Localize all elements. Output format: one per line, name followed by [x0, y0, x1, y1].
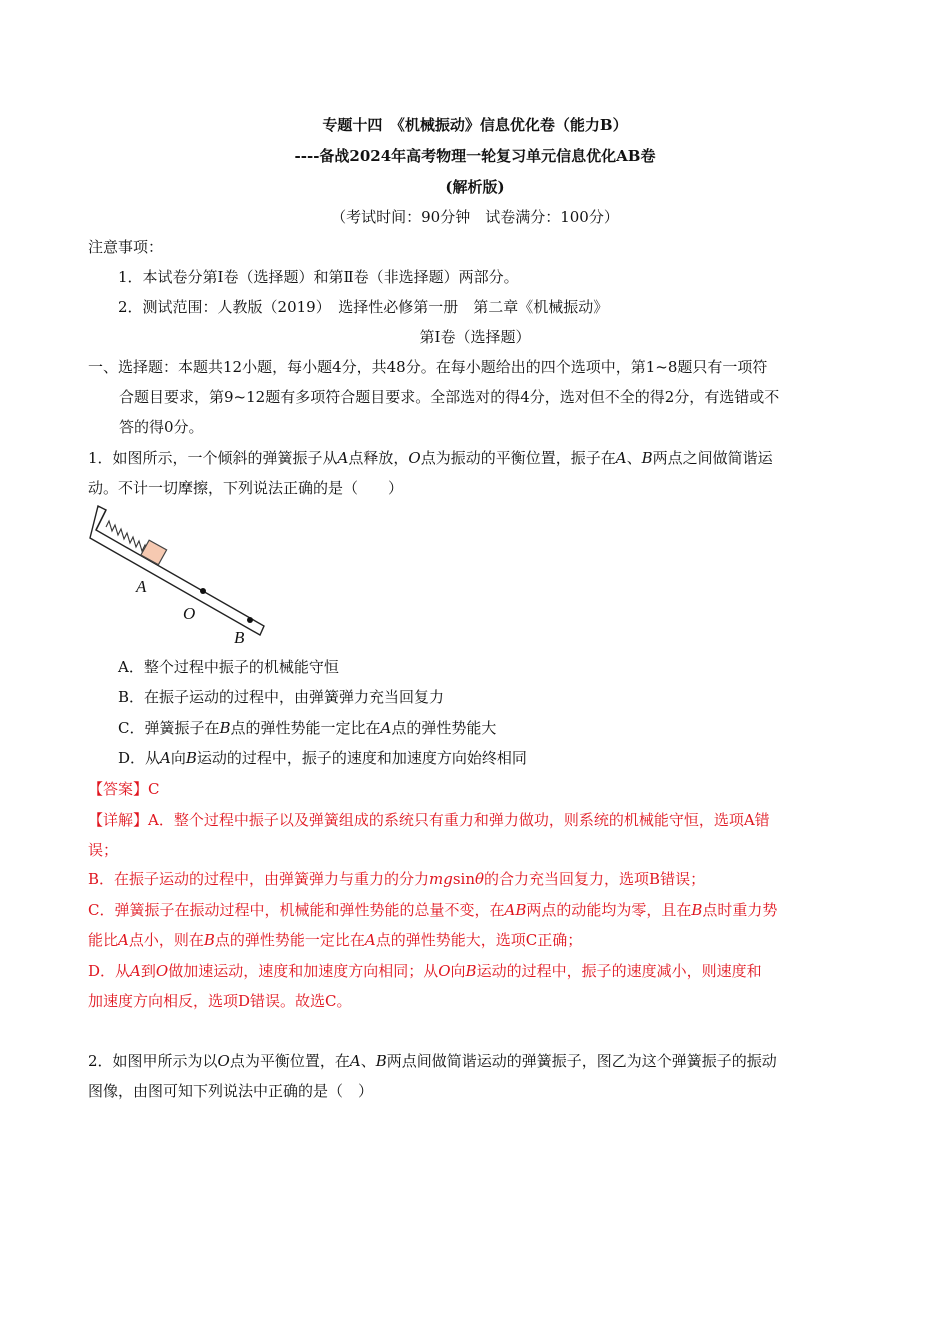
q1-detail-line: 【详解】A．整个过程中振子以及弹簧组成的系统只有重力和弹力做功，则系统的机械能守恒，选项A错: [88, 811, 770, 829]
q1-detail-line: C．弹簧振子在振动过程中，机械能和弹性势能的总量不变，在AB两点的动能均为零，且在B点时重力势: [88, 901, 778, 919]
q2-stem: 2．如图甲所示为以O点为平衡位置，在A、B两点间做简谐运动的弹簧振子，图乙为这个弹簧振子的振动: [88, 1052, 777, 1070]
note-item: 2．测试范围：人教版（2019） 选择性必修第一册 第二章《机械振动》: [118, 298, 609, 316]
note-item: 1．本试卷分第Ⅰ卷（选择题）和第Ⅱ卷（非选择题）两部分。: [118, 268, 519, 286]
incline-board: [90, 506, 264, 635]
q2-stem-line2: 图像，由图可知下列说法中正确的是（ ）: [88, 1082, 374, 1100]
q1-stem: 1．如图所示，一个倾斜的弹簧振子从A点释放，O点为振动的平衡位置，振子在A、B两点之间做简谐运: [88, 449, 773, 467]
point-o: [200, 588, 206, 594]
q1-detail-line: 能比A点小，则在B点的弹性势能一定比在A点的弹性势能大，选项C正确；: [88, 931, 583, 949]
q1-detail-line: 误；: [88, 841, 119, 859]
doc-edition: (解析版): [445, 178, 505, 196]
q1-option-a: A．整个过程中振子的机械能守恒: [118, 658, 339, 676]
label-a: A: [136, 577, 147, 596]
q1-option-b: B．在振子运动的过程中，由弹簧弹力充当回复力: [118, 688, 445, 706]
point-b: [247, 617, 253, 623]
instructions-line: 一、选择题：本题共12小题，每小题4分，共48分。在每小题给出的四个选项中，第1~8题只有一项符: [88, 358, 768, 376]
q1-detail-line: D．从A到O做加速运动，速度和加速度方向相同；从O向B运动的过程中，振子的速度减小，则速度和: [88, 962, 762, 980]
q1-detail-line: 加速度方向相反，选项D错误。故选C。: [88, 992, 352, 1010]
label-o: O: [183, 604, 196, 623]
section-title: 第Ⅰ卷（选择题）: [419, 328, 531, 346]
q1-option-d: D．从A向B运动的过程中，振子的速度和加速度方向始终相同: [118, 749, 527, 767]
doc-title: 专题十四 《机械振动》信息优化卷（能力B）: [322, 116, 628, 134]
exam-info: （考试时间：90分钟 试卷满分：100分）: [331, 208, 619, 226]
notes-heading: 注意事项：: [88, 238, 164, 256]
doc-subtitle: ----备战2024年高考物理一轮复习单元信息优化AB卷: [294, 147, 656, 165]
q1-option-c: C．弹簧振子在B点的弹性势能一定比在A点的弹性势能大: [118, 719, 497, 737]
q1-stem-line2: 动。不计一切摩擦，下列说法正确的是（ ）: [88, 479, 404, 497]
q1-figure: [84, 500, 274, 652]
q1-detail-line: B．在振子运动的过程中，由弹簧弹力与重力的分力mgsinθ的合力充当回复力，选项B错误；: [88, 870, 706, 888]
q1-answer: 【答案】C: [88, 780, 160, 798]
label-b: B: [234, 628, 245, 647]
instructions-line: 答的得0分。: [119, 418, 204, 436]
instructions-line: 合题目要求，第9~12题有多项符合题目要求。全部选对的得4分，选对但不全的得2分，有选错或不: [119, 388, 780, 406]
